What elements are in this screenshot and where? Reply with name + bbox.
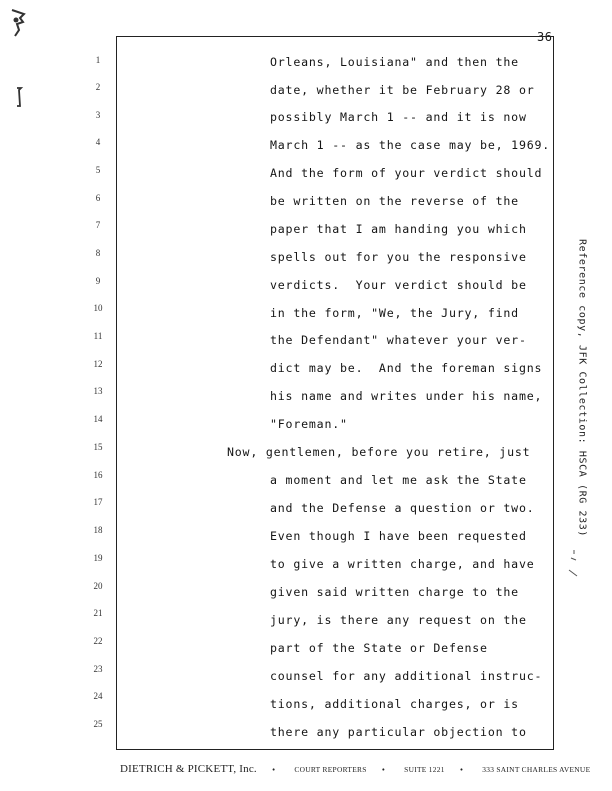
transcript-line: March 1 -- as the case may be, 1969. (270, 138, 551, 152)
scan-artifact-mark (10, 8, 26, 38)
transcript-line: "Foreman." (270, 417, 348, 431)
line-number: 4 (95, 137, 101, 147)
line-number: 12 (93, 359, 103, 369)
line-number: 5 (95, 165, 101, 175)
line-number: 1 (95, 55, 101, 65)
transcript-line: the Defendant" whatever your ver- (270, 333, 527, 347)
scan-artifact-mark (566, 548, 580, 578)
line-number: 2 (95, 82, 101, 92)
transcript-line: there any particular objection to (270, 725, 527, 739)
footer-separator-dot: • (271, 766, 276, 774)
left-margin-rule (116, 36, 117, 750)
line-number: 22 (93, 636, 103, 646)
transcript-line: given said written charge to the (270, 585, 519, 599)
footer-suite: SUITE 1221 (404, 765, 445, 774)
line-number: 13 (93, 386, 103, 396)
transcript-line: possibly March 1 -- and it is now (270, 110, 527, 124)
scan-artifact-mark (14, 86, 24, 108)
transcript-line: in the form, "We, the Jury, find (270, 306, 519, 320)
transcript-line: be written on the reverse of the (270, 194, 519, 208)
line-number: 18 (93, 525, 103, 535)
line-number: 9 (95, 276, 101, 286)
transcript-line: to give a written charge, and have (270, 557, 535, 571)
line-number: 6 (95, 193, 101, 203)
transcript-line: counsel for any additional instruc- (270, 669, 543, 683)
line-number: 19 (93, 553, 103, 563)
transcript-line: spells out for you the responsive (270, 250, 527, 264)
right-margin-rule (553, 36, 554, 750)
footer-address: 333 SAINT CHARLES AVENUE (482, 765, 591, 774)
transcript-line: verdicts. Your verdict should be (270, 278, 527, 292)
transcript-line: And the form of your verdict should (270, 166, 543, 180)
footer-separator-dot: • (459, 766, 464, 774)
footer-separator-dot: • (381, 766, 386, 774)
footer (120, 757, 591, 776)
line-number: 14 (93, 414, 103, 424)
line-number: 25 (93, 719, 103, 729)
footer-dept: COURT REPORTERS (294, 765, 367, 774)
transcript-line: Now, gentlemen, before you retire, just (227, 445, 531, 459)
line-number: 10 (93, 303, 103, 313)
line-number: 17 (93, 497, 103, 507)
transcript-line: and the Defense a question or two. (270, 501, 535, 515)
transcript-line: jury, is there any request on the (270, 613, 527, 627)
line-number: 23 (93, 664, 103, 674)
page-number: 36 (537, 30, 553, 44)
transcript-line: his name and writes under his name, (270, 389, 543, 403)
transcript-line: dict may be. And the foreman signs (270, 361, 543, 375)
footer-firm: DIETRICH & PICKETT, Inc. (120, 763, 257, 775)
bottom-rule (116, 749, 553, 750)
transcript-line: a moment and let me ask the State (270, 473, 527, 487)
line-number: 8 (95, 248, 101, 258)
line-number: 24 (93, 691, 103, 701)
top-rule (116, 36, 553, 37)
transcript-line: Even though I have been requested (270, 529, 527, 543)
line-number: 20 (93, 581, 103, 591)
line-number: 15 (93, 442, 103, 452)
transcript-line: part of the State or Defense (270, 641, 488, 655)
line-number: 3 (95, 110, 101, 120)
transcript-line: date, whether it be February 28 or (270, 83, 535, 97)
line-number: 16 (93, 470, 103, 480)
line-number: 7 (95, 220, 101, 230)
transcript-line: tions, additional charges, or is (270, 697, 519, 711)
transcript-line: paper that I am handing you which (270, 222, 527, 236)
line-number: 21 (93, 608, 103, 618)
transcript-line: Orleans, Louisiana" and then the (270, 55, 519, 69)
line-number: 11 (93, 331, 103, 341)
archive-reference-text: Reference copy, JFK Collection: HSCA (RG 233) (576, 239, 588, 537)
